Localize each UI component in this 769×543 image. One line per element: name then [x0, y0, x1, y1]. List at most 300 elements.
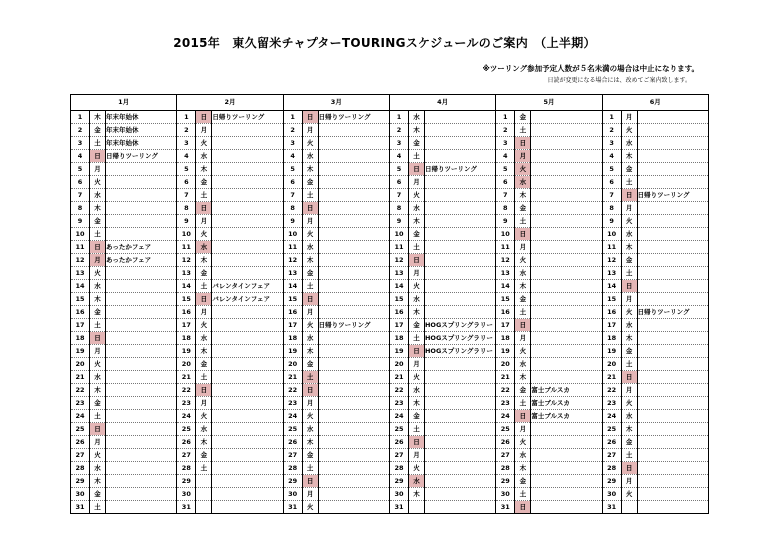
event: [424, 306, 495, 319]
event: [106, 462, 177, 475]
weekday: 木: [621, 241, 637, 254]
weekday: [196, 488, 212, 501]
day-number: 24: [496, 410, 515, 423]
weekday: 土: [515, 306, 531, 319]
day-number: 10: [496, 228, 515, 241]
day-number: 2: [389, 124, 408, 137]
day-row: [71, 345, 709, 358]
event: [637, 423, 708, 436]
event: [424, 124, 495, 137]
event: HOGスプリングラリー: [424, 332, 495, 345]
page-title: 2015年 東久留米チャプターTOURINGスケジュールのご案内 （上半期）: [173, 36, 596, 50]
weekday: 木: [90, 293, 106, 306]
day-number: 2: [602, 124, 621, 137]
day-number: 27: [389, 449, 408, 462]
day-number: 28: [602, 462, 621, 475]
day-number: 17: [177, 319, 196, 332]
day-number: 30: [602, 488, 621, 501]
event: [637, 267, 708, 280]
event: [318, 176, 389, 189]
event: [212, 163, 283, 176]
weekday: 水: [408, 202, 424, 215]
day-row: [71, 488, 709, 501]
day-number: 20: [283, 358, 302, 371]
weekday: 土: [302, 280, 318, 293]
event: 年末年始休: [106, 111, 177, 124]
day-number: 29: [177, 475, 196, 488]
day-number: 5: [389, 163, 408, 176]
day-number: 5: [496, 163, 515, 176]
event: [212, 436, 283, 449]
day-number: 27: [602, 449, 621, 462]
day-number: 14: [71, 280, 90, 293]
day-number: 11: [496, 241, 515, 254]
weekday: 火: [90, 267, 106, 280]
event: [212, 189, 283, 202]
day-number: 4: [283, 150, 302, 163]
event: [318, 423, 389, 436]
event: [212, 202, 283, 215]
event: [212, 488, 283, 501]
weekday: 土: [621, 267, 637, 280]
day-number: 4: [177, 150, 196, 163]
event: [212, 137, 283, 150]
day-number: 23: [389, 397, 408, 410]
day-number: 16: [177, 306, 196, 319]
event: [531, 215, 602, 228]
weekday: 火: [408, 280, 424, 293]
weekday: 日: [90, 241, 106, 254]
event: [424, 280, 495, 293]
day-number: 19: [283, 345, 302, 358]
weekday: 木: [408, 488, 424, 501]
day-number: 15: [177, 293, 196, 306]
event: [318, 124, 389, 137]
day-number: 13: [177, 267, 196, 280]
event: [106, 410, 177, 423]
day-number: 29: [71, 475, 90, 488]
day-number: 31: [177, 501, 196, 514]
event: [637, 150, 708, 163]
event: [318, 306, 389, 319]
day-number: 4: [389, 150, 408, 163]
day-number: 8: [602, 202, 621, 215]
weekday: 木: [196, 436, 212, 449]
event: [318, 332, 389, 345]
day-number: 14: [496, 280, 515, 293]
day-row: [71, 215, 709, 228]
weekday: 土: [196, 189, 212, 202]
event: [212, 215, 283, 228]
event: [106, 384, 177, 397]
day-row: [71, 410, 709, 423]
day-number: 31: [602, 501, 621, 514]
day-number: 8: [71, 202, 90, 215]
event: [212, 501, 283, 514]
weekday: 木: [90, 111, 106, 124]
event: [424, 228, 495, 241]
event: [637, 345, 708, 358]
weekday: 土: [515, 124, 531, 137]
day-number: 25: [177, 423, 196, 436]
day-number: 13: [602, 267, 621, 280]
day-number: 8: [177, 202, 196, 215]
weekday: 日: [196, 384, 212, 397]
event: あったかフェア: [106, 241, 177, 254]
event: [212, 423, 283, 436]
event: [637, 111, 708, 124]
event: [106, 371, 177, 384]
weekday: 日: [408, 254, 424, 267]
event: [637, 124, 708, 137]
day-number: 25: [389, 423, 408, 436]
day-number: 15: [602, 293, 621, 306]
weekday: 土: [302, 371, 318, 384]
weekday: 火: [90, 358, 106, 371]
weekday: 木: [196, 163, 212, 176]
day-number: 28: [389, 462, 408, 475]
day-number: 6: [389, 176, 408, 189]
day-number: 25: [602, 423, 621, 436]
event: [637, 410, 708, 423]
day-number: 8: [389, 202, 408, 215]
weekday: 日: [621, 189, 637, 202]
day-number: 24: [389, 410, 408, 423]
weekday: 火: [515, 163, 531, 176]
event: [424, 176, 495, 189]
weekday: 火: [621, 306, 637, 319]
event: [637, 371, 708, 384]
weekday: 月: [621, 293, 637, 306]
weekday: [408, 501, 424, 514]
day-number: 29: [389, 475, 408, 488]
event: [106, 176, 177, 189]
event: [106, 202, 177, 215]
day-number: 23: [71, 397, 90, 410]
weekday: 月: [621, 384, 637, 397]
weekday: 木: [408, 306, 424, 319]
weekday: 金: [621, 254, 637, 267]
weekday: 水: [302, 423, 318, 436]
weekday: 水: [90, 280, 106, 293]
event: [106, 267, 177, 280]
day-row: [71, 267, 709, 280]
event: [212, 124, 283, 137]
event: [424, 462, 495, 475]
weekday: 日: [302, 384, 318, 397]
weekday: 金: [515, 475, 531, 488]
weekday: 月: [196, 397, 212, 410]
weekday: 月: [621, 111, 637, 124]
day-number: 16: [602, 306, 621, 319]
event: [212, 345, 283, 358]
event: [212, 228, 283, 241]
day-number: 6: [496, 176, 515, 189]
event: [424, 111, 495, 124]
event: [424, 501, 495, 514]
weekday: 金: [302, 267, 318, 280]
weekday: 月: [515, 423, 531, 436]
event: [318, 202, 389, 215]
weekday: 日: [302, 293, 318, 306]
day-number: 29: [602, 475, 621, 488]
day-number: 25: [496, 423, 515, 436]
day-number: 13: [389, 267, 408, 280]
day-number: 15: [389, 293, 408, 306]
weekday: 金: [621, 345, 637, 358]
weekday: 日: [302, 202, 318, 215]
weekday: 水: [515, 449, 531, 462]
weekday: 火: [302, 410, 318, 423]
event: [106, 449, 177, 462]
day-number: 9: [283, 215, 302, 228]
event: [531, 332, 602, 345]
event: [424, 150, 495, 163]
event: 年末年始休: [106, 137, 177, 150]
weekday: 日: [621, 371, 637, 384]
event: [424, 436, 495, 449]
weekday: 木: [408, 124, 424, 137]
weekday: 土: [408, 150, 424, 163]
weekday: 水: [196, 150, 212, 163]
event: [212, 371, 283, 384]
day-number: 23: [602, 397, 621, 410]
event: [531, 371, 602, 384]
day-row: [71, 150, 709, 163]
day-number: 22: [71, 384, 90, 397]
day-number: 26: [283, 436, 302, 449]
weekday: 金: [196, 176, 212, 189]
event: [318, 163, 389, 176]
weekday: 水: [90, 371, 106, 384]
event: [106, 358, 177, 371]
event: [637, 280, 708, 293]
weekday: 水: [90, 462, 106, 475]
event: [424, 241, 495, 254]
weekday: 土: [90, 501, 106, 514]
day-number: 15: [496, 293, 515, 306]
weekday: 土: [90, 319, 106, 332]
event: [318, 254, 389, 267]
weekday: 火: [302, 501, 318, 514]
event: [637, 462, 708, 475]
weekday: 月: [196, 124, 212, 137]
day-number: 3: [602, 137, 621, 150]
weekday: 水: [408, 293, 424, 306]
event: [424, 423, 495, 436]
event: [106, 436, 177, 449]
event: [106, 488, 177, 501]
weekday: 水: [515, 176, 531, 189]
weekday: 水: [621, 137, 637, 150]
day-number: 30: [389, 488, 408, 501]
day-number: 11: [283, 241, 302, 254]
weekday: 金: [302, 449, 318, 462]
weekday: 金: [90, 215, 106, 228]
day-number: 6: [283, 176, 302, 189]
event: [318, 449, 389, 462]
event: [318, 410, 389, 423]
weekday: 日: [196, 202, 212, 215]
month-header: 2月: [177, 95, 283, 111]
event: [212, 176, 283, 189]
event: [531, 423, 602, 436]
day-row: [71, 254, 709, 267]
day-number: 31: [71, 501, 90, 514]
weekday: 月: [90, 254, 106, 267]
weekday: 火: [621, 124, 637, 137]
weekday: 月: [302, 488, 318, 501]
day-row: [71, 124, 709, 137]
event: [106, 475, 177, 488]
day-number: 16: [71, 306, 90, 319]
day-number: 26: [177, 436, 196, 449]
day-number: 21: [389, 371, 408, 384]
day-number: 23: [283, 397, 302, 410]
day-number: 30: [177, 488, 196, 501]
event: [424, 137, 495, 150]
event: [318, 280, 389, 293]
event: [531, 293, 602, 306]
day-number: 7: [496, 189, 515, 202]
event: [106, 215, 177, 228]
day-row: [71, 397, 709, 410]
event: 日帰りツーリング: [637, 189, 708, 202]
event: 日帰りツーリング: [318, 319, 389, 332]
day-number: 15: [283, 293, 302, 306]
event: あったかフェア: [106, 254, 177, 267]
weekday: 日: [196, 111, 212, 124]
weekday: 土: [196, 280, 212, 293]
weekday: 月: [621, 475, 637, 488]
event: [637, 475, 708, 488]
event: [318, 189, 389, 202]
day-number: 9: [389, 215, 408, 228]
schedule-change-note: 日読が変更になる場合には、改めてご案内致します。: [547, 77, 691, 84]
event: [424, 384, 495, 397]
day-row: [71, 332, 709, 345]
weekday: 日: [621, 462, 637, 475]
weekday: [196, 475, 212, 488]
weekday: 金: [196, 267, 212, 280]
day-number: 10: [177, 228, 196, 241]
event: [106, 397, 177, 410]
event: [531, 124, 602, 137]
day-row: [71, 228, 709, 241]
day-number: 13: [71, 267, 90, 280]
weekday: 月: [90, 345, 106, 358]
day-row: [71, 319, 709, 332]
day-number: 1: [177, 111, 196, 124]
day-number: 22: [389, 384, 408, 397]
weekday: 金: [302, 176, 318, 189]
weekday: 木: [515, 462, 531, 475]
day-number: 16: [389, 306, 408, 319]
weekday: 月: [196, 215, 212, 228]
weekday: 日: [515, 319, 531, 332]
day-number: 9: [602, 215, 621, 228]
event: [212, 306, 283, 319]
event: [531, 319, 602, 332]
day-number: 9: [71, 215, 90, 228]
day-number: 26: [71, 436, 90, 449]
event: [637, 176, 708, 189]
weekday: 木: [621, 332, 637, 345]
event: [318, 397, 389, 410]
weekday: 火: [515, 436, 531, 449]
event: [531, 280, 602, 293]
day-number: 25: [283, 423, 302, 436]
day-row: [71, 449, 709, 462]
day-number: 10: [71, 228, 90, 241]
event: [637, 488, 708, 501]
weekday: 金: [196, 449, 212, 462]
event: [424, 475, 495, 488]
event: [531, 488, 602, 501]
weekday: 火: [621, 397, 637, 410]
day-number: 10: [602, 228, 621, 241]
event: [106, 306, 177, 319]
weekday: 火: [408, 371, 424, 384]
day-number: 4: [71, 150, 90, 163]
event: 富士ブルスカ: [531, 384, 602, 397]
weekday: 土: [408, 332, 424, 345]
event: [106, 163, 177, 176]
event: [212, 241, 283, 254]
day-number: 1: [496, 111, 515, 124]
weekday: 土: [196, 371, 212, 384]
weekday: 水: [196, 423, 212, 436]
day-row: [71, 462, 709, 475]
weekday: 日: [408, 436, 424, 449]
event: [212, 358, 283, 371]
weekday: 日: [302, 111, 318, 124]
event: [318, 371, 389, 384]
weekday: 金: [90, 488, 106, 501]
day-number: 30: [496, 488, 515, 501]
day-number: 20: [389, 358, 408, 371]
weekday: 土: [90, 410, 106, 423]
day-row: [71, 163, 709, 176]
event: [212, 410, 283, 423]
weekday: 火: [621, 215, 637, 228]
weekday: 日: [515, 410, 531, 423]
day-row: [71, 176, 709, 189]
weekday: [621, 501, 637, 514]
weekday: 水: [515, 358, 531, 371]
day-number: 20: [71, 358, 90, 371]
weekday: 月: [90, 436, 106, 449]
event: [318, 241, 389, 254]
weekday: 土: [621, 176, 637, 189]
weekday: 火: [90, 449, 106, 462]
event: [424, 449, 495, 462]
weekday: 木: [515, 189, 531, 202]
event: [531, 228, 602, 241]
event: [531, 202, 602, 215]
event: バレンタインフェア: [212, 293, 283, 306]
weekday: 土: [196, 462, 212, 475]
weekday: 月: [302, 306, 318, 319]
event: 年末年始休: [106, 124, 177, 137]
day-number: 27: [283, 449, 302, 462]
weekday: 月: [515, 150, 531, 163]
day-number: 5: [602, 163, 621, 176]
weekday: 水: [408, 384, 424, 397]
day-number: 12: [602, 254, 621, 267]
weekday: 日: [90, 332, 106, 345]
day-row: [71, 189, 709, 202]
